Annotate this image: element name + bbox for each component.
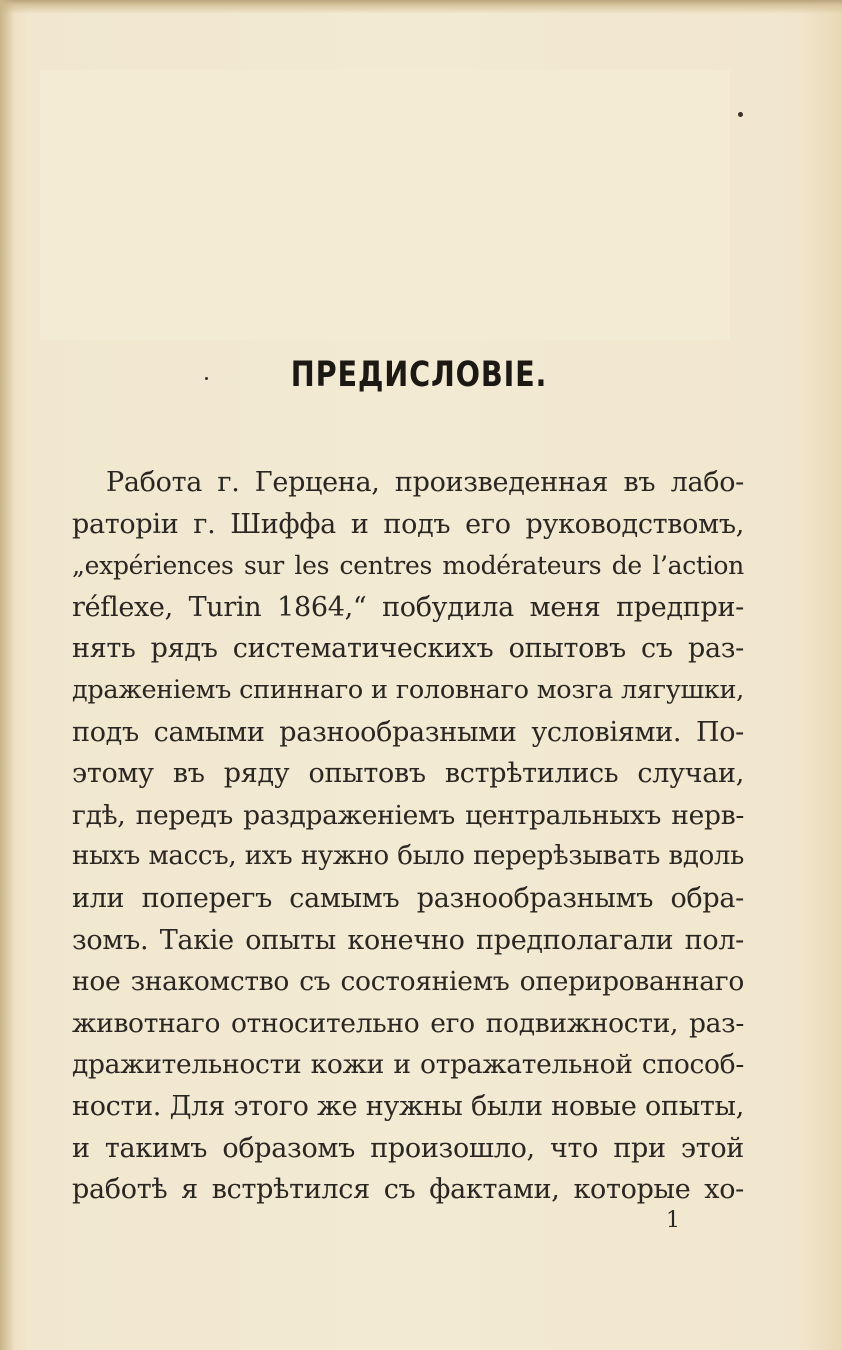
text-line: дражительности кожи и отражательной способ- xyxy=(72,1049,744,1081)
text-line: гдѣ, передъ раздраженіемъ центральныхъ нерв- xyxy=(72,799,744,831)
text-line: работѣ я встрѣтился съ фактами, которые хо- xyxy=(72,1174,744,1206)
text-line: ныхъ массъ, ихъ нужно было перерѣзывать вдоль xyxy=(72,841,744,872)
body-text xyxy=(72,462,744,1211)
text-line: „expériences sur les centres modérateurs de l’action xyxy=(72,551,744,581)
text-line: réflexe, Turin 1864,“ побудила меня предпри- xyxy=(72,591,744,623)
page-title: ПРЕДИСЛОВІЕ. xyxy=(290,355,548,395)
text-line: зомъ. Такіе опыты конечно предполагали пол- xyxy=(72,924,744,956)
blank-header-area xyxy=(40,70,730,340)
text-line: или поперегъ самымъ разнообразнымъ обра- xyxy=(72,882,744,914)
page-left-edge xyxy=(0,0,14,1350)
text-line: драженіемъ спиннаго и головнаго мозга лягушки, xyxy=(72,674,744,705)
text-line: этому въ ряду опытовъ встрѣтились случаи, xyxy=(72,758,744,790)
text-line: раторіи г. Шиффа и подъ его руководствомъ, xyxy=(72,508,744,540)
text-line: нять рядъ систематическихъ опытовъ съ раз- xyxy=(72,633,744,665)
text-line: ное знакомство съ состояніемъ оперированнаго xyxy=(72,966,744,998)
page-number: 1 xyxy=(666,1208,680,1233)
text-line: и такимъ образомъ произошло, что при этой xyxy=(72,1132,744,1164)
page-top-edge xyxy=(0,0,842,14)
text-line: Работа г. Герцена, произведенная въ лабо- xyxy=(106,467,744,498)
text-line: животнаго относительно его подвижности, раз- xyxy=(72,1007,744,1039)
ink-speck xyxy=(738,112,743,117)
text-line: подъ самыми разнообразными условіями. По- xyxy=(72,716,744,748)
text-line: ности. Для этого же нужны были новые опыты, xyxy=(72,1090,744,1122)
